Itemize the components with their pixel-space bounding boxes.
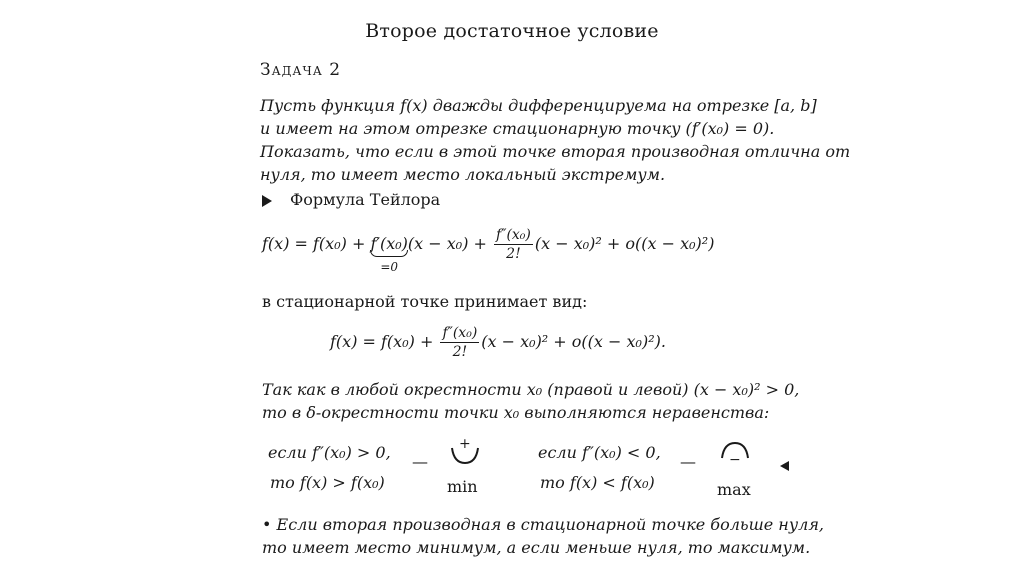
- end-of-proof-arrow-icon: [780, 461, 789, 471]
- right-condition: если f″(x₀) < 0,: [538, 443, 661, 462]
- taylor-heading-row: [262, 190, 440, 209]
- neighborhood-line-2: то в δ-окрестности точки x₀ выполняются неравенства:: [262, 403, 770, 422]
- conclusion: [262, 513, 824, 559]
- left-sign: +: [459, 436, 471, 452]
- brace-note: =0: [380, 260, 399, 274]
- stationary-fraction: [440, 325, 479, 360]
- problem-line-4: нуля, то имеет место локальный экстремум.: [260, 165, 666, 184]
- taylor-frac-den: 2!: [506, 246, 521, 262]
- taylor-fraction: [494, 227, 533, 262]
- problem-line-1: Пусть функция f(x) дважды дифференцируема на отрезке [a, b]: [260, 96, 817, 115]
- left-dash: —: [412, 452, 428, 471]
- taylor-braced-term: f′(x₀): [370, 234, 408, 253]
- triangle-bullet-icon: [262, 195, 272, 207]
- stationary-tail: (x − x₀)² + o((x − x₀)²).: [481, 332, 666, 351]
- min-label: min: [447, 477, 478, 496]
- taylor-lhs: f(x) = f(x₀) +: [262, 234, 371, 253]
- stationary-text: в стационарной точке принимает вид:: [262, 292, 588, 311]
- right-consequence: то f(x) < f(x₀): [540, 473, 655, 492]
- taylor-tail: (x − x₀)² + o((x − x₀)²): [534, 234, 715, 253]
- stationary-lhs: f(x) = f(x₀) +: [330, 332, 439, 351]
- taylor-after-brace: (x − x₀) +: [407, 234, 493, 253]
- stationary-frac-den: 2!: [452, 344, 468, 360]
- taylor-formula: [262, 227, 714, 277]
- stationary-formula: [330, 325, 666, 360]
- conclusion-line-2: то имеет место минимум, а если меньше нуля, то максимум.: [262, 538, 811, 557]
- stationary-frac-num: f″(x₀): [442, 325, 478, 341]
- left-consequence: то f(x) > f(x₀): [270, 473, 385, 492]
- problem-line-3: Показать, что если в этой точке вторая производная отлична от: [260, 142, 851, 161]
- taylor-heading: Формула Тейлора: [290, 190, 441, 209]
- taylor-frac-num: f″(x₀): [496, 227, 531, 243]
- convex-curve-icon: [450, 446, 480, 466]
- slide-title: Второе достаточное условие: [365, 20, 659, 42]
- right-dash: —: [680, 452, 696, 471]
- left-condition: если f″(x₀) > 0,: [268, 443, 391, 462]
- underbrace-icon: [370, 250, 407, 257]
- problem-line-2: и имеет на этом отрезке стационарную точку (f′(x₀) = 0).: [260, 119, 775, 138]
- conclusion-line-1: • Если вторая производная в стационарной точке больше нуля,: [262, 515, 824, 534]
- underbrace-term: [370, 234, 408, 274]
- max-label: max: [717, 480, 751, 499]
- neighborhood-line-1: Так как в любой окрестности x₀ (правой и левой) (x − x₀)² > 0,: [262, 380, 800, 399]
- neighborhood-text: [262, 378, 799, 424]
- task-heading: Задача 2: [260, 60, 342, 80]
- right-sign: −: [729, 452, 741, 468]
- problem-statement: [260, 94, 850, 186]
